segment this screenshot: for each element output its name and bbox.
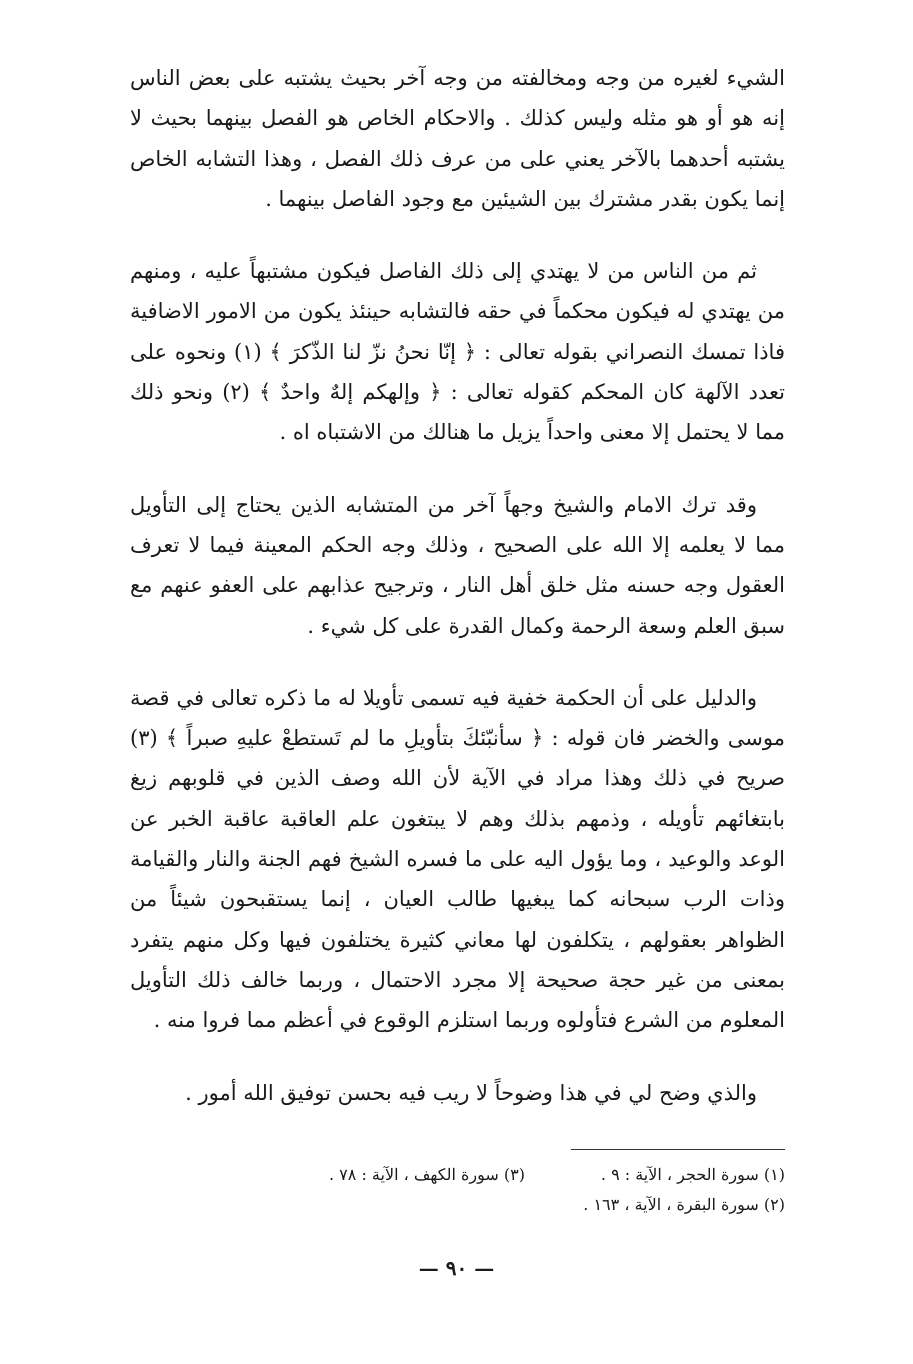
- paragraph-3: وقد ترك الامام والشيخ وجهاً آخر من المتشابه الذين يحتاج إلى التأويل مما لا يعلمه إلا الله على الصحيح ، وذلك وجه الحكم المعينة فيما لا تعرف العقول وجه حسنه مثل خلق أهل النار ، وترجيح عذابهم على العفو عنهم مع سبق العلم وسعة الرحمة وكمال القدرة على كل شيء .: [130, 492, 785, 638]
- body-text: [130, 58, 785, 1145]
- paragraph-1: الشيء لغيره من وجه ومخالفته من وجه آخر بحيث يشتبه على بعض الناس إنه هو أو هو مثله وليس كذلك . والاحكام الخاص هو الفصل بينهما بحيث لا يشتبه أحدهما بالآخر يعني على من عرف ذلك الفصل ، وهذا التشابه الخاص إنما يكون بقدر مشترك بين الشيئين مع وجود الفاصل بينهما .: [130, 66, 785, 211]
- paragraph-2: ثم من الناس من لا يهتدي إلى ذلك الفاصل فيكون مشتبهاً عليه ، ومنهم من يهتدي له فيكون محكماً في حقه فالتشابه حينئذ يكون من الامور الاضافية فاذا تمسك النصراني بقوله تعالى : ﴿ إنّا نحنُ نزّ لنا الذّكرَ ﴾ (١) ونحوه على تعدد الآلهة كان المحكم كقوله تعالى : ﴿ وإلهكم إلهٌ واحدٌ ﴾ (٢) ونحو ذلك مما لا يحتمل إلا معنى واحداً يزيل ما هنالك من الاشتباه اه .: [130, 259, 785, 445]
- paragraph-4: والدليل على أن الحكمة خفية فيه تسمى تأويلا له ما ذكره تعالى في قصة موسى والخضر فان قوله : ﴿ سأنبّئكَ بتأويلِ ما لم تَستطعْ عليهِ صبراً ﴾ (٣) صريح في ذلك وهذا مراد في الآية لأن الله وصف الذين في قلوبهم زيغ بابتغائهم تأويله ، وذمهم بذلك وهم لا يبتغون علم العاقبة عاقبة الخبر عن الوعد والوعيد ، وما يؤول اليه على ما فسره الشيخ فهم الجنة والنار والقيامة وذات الرب سبحانه كما يبغيها طالب العيان ، إنما يستقبحون شيئاً من الظواهر بعقولهم ، يتكلفون لها معاني كثيرة يختلفون فيها وكل منهم يتفرد بمعنى من غير حجة صحيحة إلا مجرد الاحتمال ، وربما خالف ذلك التأويل المعلوم من الشرع فتأولوه وربما استلزم الوقوع في أعظم مما فروا منه .: [130, 685, 785, 1033]
- footnote-1: (١) سورة الحجر ، الآية : ٩ .: [600, 1165, 785, 1184]
- footnote-2: (٢) سورة البقرة ، الآية ، ١٦٣ .: [583, 1195, 785, 1214]
- footnote-divider: [571, 1149, 785, 1150]
- footnote-3: (٣) سورة الكهف ، الآية : ٧٨ .: [329, 1165, 525, 1184]
- footnotes: [130, 1160, 785, 1220]
- footnote-row: [130, 1160, 785, 1190]
- page-number: — ٩٠ —: [418, 1256, 495, 1280]
- footnote-row: [130, 1190, 785, 1220]
- paragraph-5: والذي وضح لي في هذا وضوحاً لا ريب فيه بحسن توفيق الله أمور .: [185, 1080, 757, 1105]
